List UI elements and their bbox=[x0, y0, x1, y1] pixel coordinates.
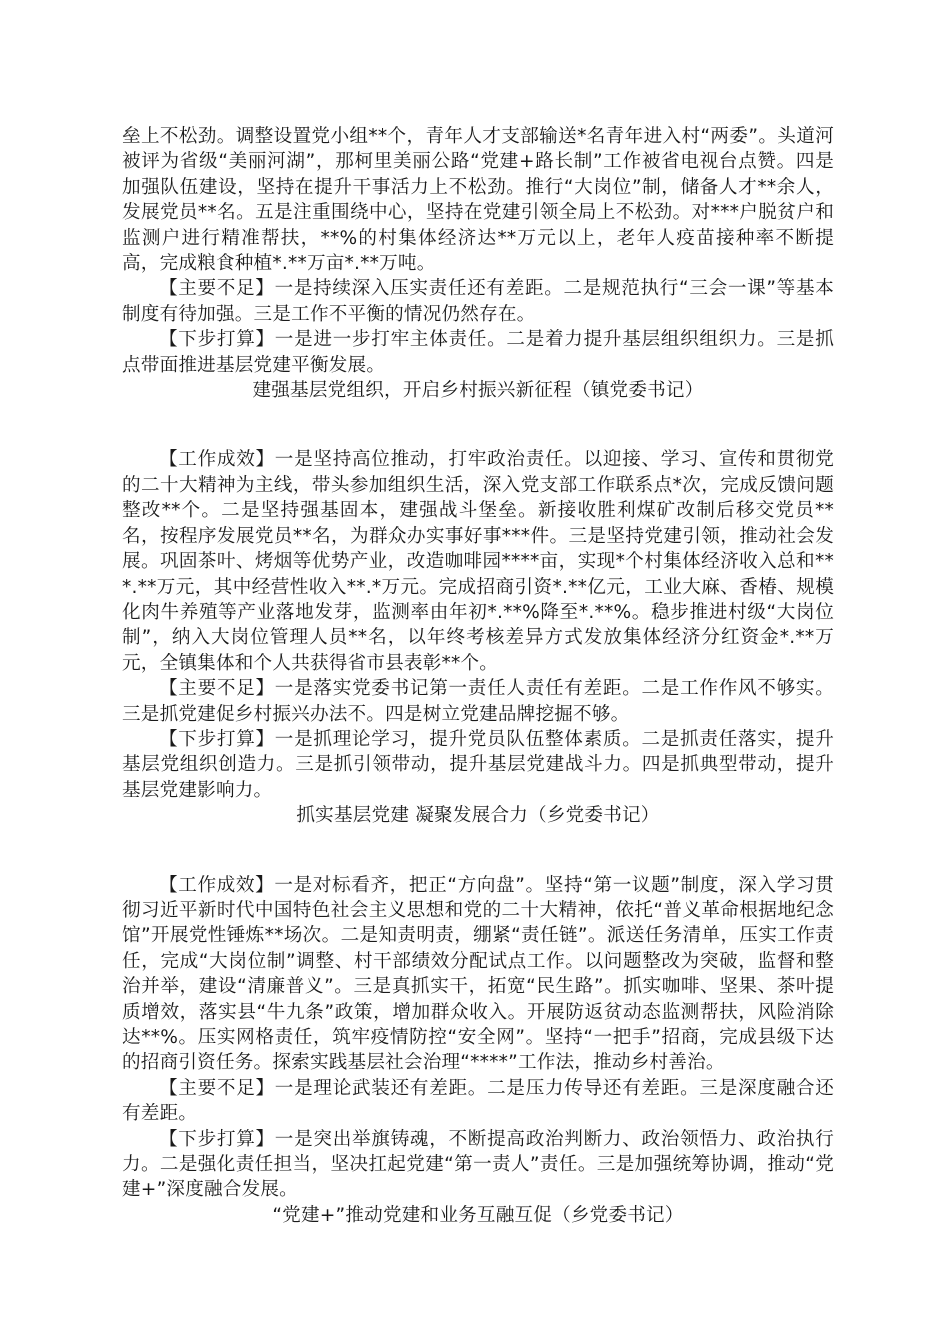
paragraph-shortcomings-3: 【主要不足】一是理论武装还有差距。二是压力传导还有差距。三是深度融合还有差距。 bbox=[122, 1077, 834, 1125]
document-body bbox=[122, 124, 834, 1228]
paragraph-achievements-2: 【工作成效】一是坚持高位推动，打牢政治责任。以迎接、学习、宣传和贯彻党的二十大精神为主线，带头参加组织生活，深入党支部工作联系点*次，完成反馈问题整改**个。二是坚持强基固本，建强战斗堡垒。新接收胜利煤矿改制后移交党员**名，按程序发展党员**名，为群众办实事好事***件。三是坚持党建引领，推动社会发展。巩固茶叶、烤烟等优势产业，改造咖啡园****亩，实现*个村集体经济收入总和***.**万元，其中经营性收入**.*万元。完成招商引资*.**亿元，工业大麻、香椿、规模化肉牛养殖等产业落地发芽，监测率由年初*.**%降至*.**%。稳步推进村级“大岗位制”，纳入大岗位管理人员**名，以年终考核差异方式发放集体经济分红资金*.**万元，全镇集体和个人共获得省市县表彰**个。 bbox=[122, 449, 834, 674]
section-gap bbox=[122, 403, 834, 447]
paragraph-achievements-3: 【工作成效】一是对标看齐，把正“方向盘”。坚持“第一议题”制度，深入学习贯彻习近平新时代中国特色社会主义思想和党的二十大精神，依托“普义革命根据地纪念馆”开展党性锤炼**场次。二是知责明责，绷紧“责任链”。派送任务清单，压实工作责任，完成“大岗位制”调整、村干部绩效分配试点工作。以问题整改为突破，监督和整治并举，建设“清廉普义”。三是真抓实干，拓宽“民生路”。抓实咖啡、坚果、茶叶提质增效，落实县“牛九条”政策，增加群众收入。开展防返贫动态监测帮扶，风险消除达**%。压实网格责任，筑牢疫情防控“安全网”。坚持“一把手”招商，完成县级下达的招商引资任务。探索实践基层社会治理“****”工作法，推动乡村善治。 bbox=[122, 874, 834, 1074]
paragraph-shortcomings-1: 【主要不足】一是持续深入压实责任还有差距。二是规范执行“三会一课”等基本制度有待加强。三是工作不平衡的情况仍然存在。 bbox=[122, 278, 834, 325]
paragraph-next-steps-2: 【下步打算】一是抓理论学习，提升党员队伍整体素质。二是抓责任落实，提升基层党组织创造力。三是抓引领带动，提升基层党建战斗力。四是抓典型带动，提升基层党建影响力。 bbox=[122, 728, 834, 801]
section-heading-township: 抓实基层党建 凝聚发展合力（乡党委书记） bbox=[296, 805, 660, 827]
section-heading-town: 建强基层党组织，开启乡村振兴新征程（镇党委书记） bbox=[252, 380, 704, 402]
paragraph-next-steps-3: 【下步打算】一是突出举旗铸魂，不断提高政治判断力、政治领悟力、政治执行力。二是强化责任担当，坚决扛起党建“第一责人”责任。三是加强统筹协调，推动“党建+”深度融合发展。 bbox=[122, 1128, 834, 1201]
paragraph-shortcomings-2: 【主要不足】一是落实党委书记第一责任人责任有差距。二是工作作风不够实。三是抓党建促乡村振兴办法不。四是树立党建品牌挖掘不够。 bbox=[122, 678, 834, 725]
paragraph-intro-continuation: 垒上不松劲。调整设置党小组**个，青年人才支部输送*名青年进入村“两委”。头道河被评为省级“美丽河湖”，那柯里美丽公路“党建+路长制”工作被省电视台点赞。四是加强队伍建设，坚持在提升干事活力上不松劲。推行“大岗位”制，储备人才**余人，发展党员**名。五是注重围绕中心，坚持在党建引领全局上不松劲。对***户脱贫户和监测户进行精准帮扶，**%的村集体经济达**万元以上，老年人疫苗接种率不断提高，完成粮食种植*.**万亩*.**万吨。 bbox=[122, 126, 834, 275]
section-heading-party-building-plus: “党建+”推动党建和业务互融互促（乡党委书记） bbox=[272, 1204, 684, 1226]
section-gap bbox=[122, 829, 834, 873]
paragraph-next-steps-1: 【下步打算】一是进一步打牢主体责任。二是着力提升基层组织组织力。三是抓点带面推进基层党建平衡发展。 bbox=[122, 329, 834, 376]
